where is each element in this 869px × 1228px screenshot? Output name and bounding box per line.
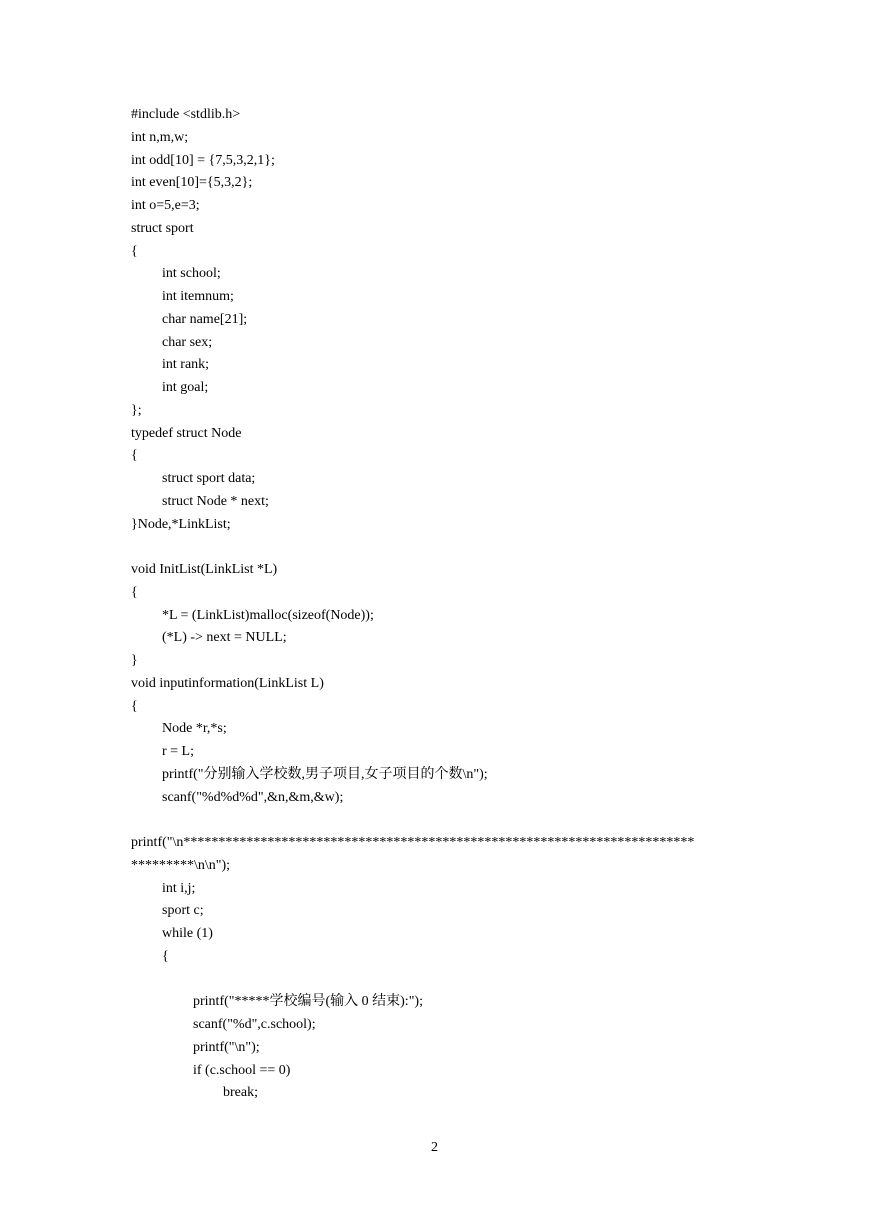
- code-line: void InitList(LinkList *L): [131, 562, 278, 577]
- code-listing: [131, 104, 751, 1105]
- code-line: #include <stdlib.h>: [131, 107, 241, 122]
- code-line: {: [131, 243, 138, 259]
- code-line: *L = (LinkList)malloc(sizeof(Node));: [162, 607, 374, 623]
- code-line: printf("\n");: [193, 1039, 260, 1055]
- code-line: {: [131, 584, 138, 600]
- code-line: int itemnum;: [162, 289, 234, 304]
- code-line: typedef struct Node: [131, 425, 242, 441]
- code-line: *********\n\n");: [131, 857, 231, 873]
- code-line: {: [162, 948, 169, 964]
- code-line: int rank;: [162, 357, 210, 373]
- blank-line: [131, 809, 751, 832]
- code-line: sport c;: [162, 903, 204, 919]
- code-line: struct sport: [131, 220, 194, 236]
- code-line: }Node,*LinkList;: [131, 516, 231, 532]
- code-line: }: [131, 653, 138, 668]
- code-line: char name[21];: [162, 311, 248, 327]
- code-line: (*L) -> next = NULL;: [162, 630, 287, 646]
- code-line: break;: [223, 1085, 258, 1101]
- code-line: char sex;: [162, 334, 213, 350]
- code-line: {: [131, 448, 138, 464]
- code-line: printf("分别输入学校数,男子项目,女子项目的个数\n");: [162, 766, 488, 782]
- code-line: struct Node * next;: [162, 493, 269, 509]
- code-line: int i,j;: [162, 880, 196, 896]
- code-line: printf("\n*************************************************************************: [131, 835, 695, 850]
- code-line: };: [131, 402, 142, 418]
- blank-line: [131, 969, 751, 992]
- code-line: struct sport data;: [162, 471, 256, 486]
- code-line: int even[10]={5,3,2};: [131, 175, 253, 191]
- page-number: 2: [431, 1140, 438, 1155]
- code-line: int school;: [162, 266, 221, 282]
- code-line: scanf("%d",c.school);: [193, 1017, 316, 1032]
- code-line: while (1): [162, 926, 213, 941]
- code-line: Node *r,*s;: [162, 721, 227, 737]
- code-line: int o=5,e=3;: [131, 198, 200, 213]
- code-line: r = L;: [162, 744, 194, 759]
- code-line: int odd[10] = {7,5,3,2,1};: [131, 152, 275, 168]
- code-line: int n,m,w;: [131, 129, 189, 145]
- code-line: scanf("%d%d%d",&n,&m,&w);: [162, 789, 344, 805]
- code-line: if (c.school == 0): [193, 1062, 291, 1078]
- code-line: printf("*****学校编号(输入 0 结束):");: [193, 994, 423, 1010]
- code-line: void inputinformation(LinkList L): [131, 675, 324, 691]
- blank-line: [131, 536, 751, 559]
- code-line: int goal;: [162, 380, 209, 395]
- code-line: {: [131, 698, 138, 714]
